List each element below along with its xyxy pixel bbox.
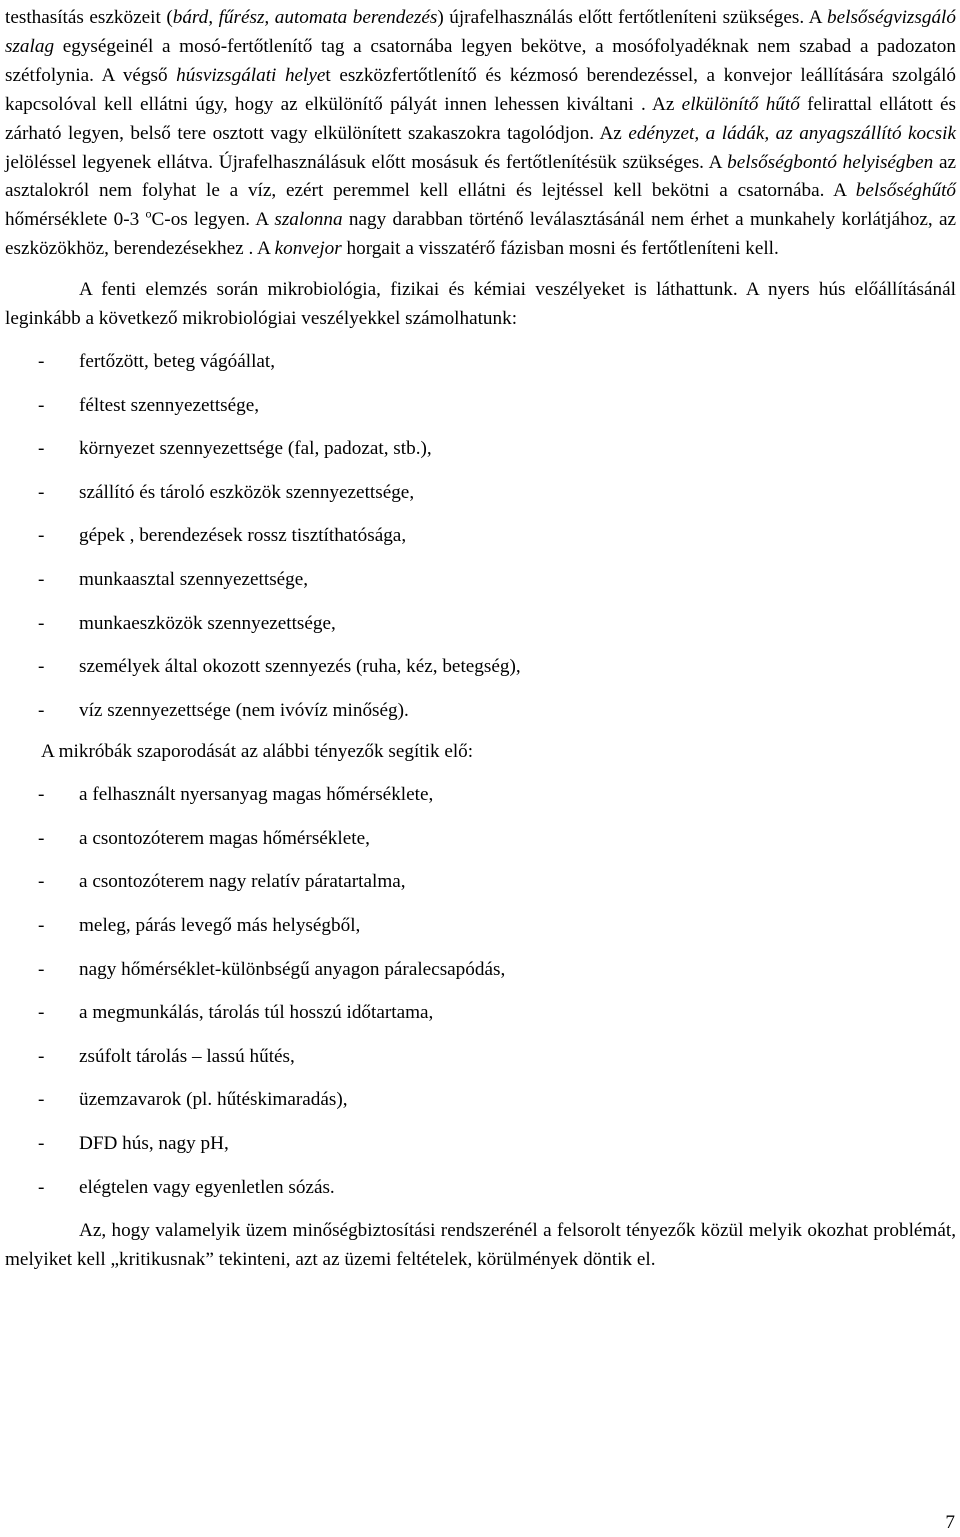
list-item <box>5 817 956 861</box>
list-dash-marker: - <box>38 350 45 372</box>
list-item <box>5 340 956 384</box>
list-dash-marker: - <box>38 394 45 416</box>
page-number: 7 <box>945 1512 955 1533</box>
list-dash-marker: - <box>38 481 45 503</box>
list-item <box>5 384 956 428</box>
list-dash-marker: - <box>38 958 45 980</box>
list-dash-marker: - <box>38 1045 45 1067</box>
list-item-text: a csontozóterem nagy relatív páratartalma, <box>79 871 406 893</box>
list-item <box>5 904 956 948</box>
list-growth-factors-intro: A mikróbák szaporodását az alábbi tényezők segítik elő: <box>41 741 474 763</box>
list-dash-marker: - <box>38 827 45 849</box>
list-item <box>5 948 956 992</box>
text-run: egységeinél a mosó-fertőtlenítő tag a csatornába legyen bekötve, a mosófolyadéknak nem szabad a padozaton szétfolynia. A végső <box>5 35 956 86</box>
list-item <box>5 689 956 733</box>
list-item-text: személyek által okozott szennyezés (ruha, kéz, betegség), <box>79 656 521 678</box>
list-item-text: fertőzött, beteg vágóállat, <box>79 350 276 372</box>
list-dash-marker: - <box>38 525 45 547</box>
list-dash-marker: - <box>38 784 45 806</box>
list-item <box>5 1035 956 1079</box>
list-item-text: zsúfolt tárolás – lassú hűtés, <box>79 1045 295 1067</box>
list-dash-marker: - <box>38 1176 45 1198</box>
paragraph-conclusion: Az, hogy valamelyik üzem minőségbiztosítási rendszerénél a felsorolt tényezők közül melyik okozhat problémát, melyiket kell „kritikusnak” tekinteni, azt az üzemi feltételek, körülmények döntik el. <box>5 1220 956 1271</box>
list-item <box>5 427 956 471</box>
list-item-text: elégtelen vagy egyenletlen sózás. <box>79 1176 335 1198</box>
text-run: hőmérséklete 0-3 <box>5 209 146 231</box>
list-item-text: üzemzavarok (pl. hűtéskimaradás), <box>79 1089 348 1111</box>
italic-term: belsőségbontó helyiségben <box>727 151 934 173</box>
text-run: az asztalokról nem folyhat le a víz, ezért peremmel kell ellátni és lejtéssel kell bekötni a csatornába. A <box>5 151 956 202</box>
text-run: horgait a visszatérő fázisban mosni és fertőtleníteni kell. <box>341 238 779 260</box>
paragraph-hazards-intro: A fenti elemzés során mikrobiológia, fizikai és kémiai veszélyeket is láthattunk. A nyers hús előállításánál leginkább a következő mikrobiológiai veszélyekkel számolhatunk: <box>5 279 956 330</box>
list-item-text: munkaeszközök szennyezettsége, <box>79 612 336 634</box>
italic-term: edényzet, a ládák, az anyagszállító kocsik <box>628 122 956 144</box>
list-item <box>5 860 956 904</box>
italic-term: belsőséghűtő <box>855 180 956 202</box>
text-run: testhasítás eszközeit ( <box>5 7 173 28</box>
italic-term: belsőségvizsgáló szalag <box>5 7 956 57</box>
list-item-text: a megmunkálás, tárolás túl hosszú időtartama, <box>79 1002 434 1024</box>
degree-superscript: o <box>145 206 152 221</box>
list-item-text: féltest szennyezettsége, <box>79 394 260 416</box>
italic-term: szalonna <box>274 209 343 231</box>
list-item-text: a felhasznált nyersanyag magas hőmérséklete, <box>79 784 434 806</box>
text-run: ) újrafelhasználás előtt fertőtleníteni szükséges. A <box>437 7 827 28</box>
list-item <box>5 602 956 646</box>
list-item-text: gépek , berendezések rossz tisztíthatósága, <box>79 525 407 547</box>
hazard-list <box>5 340 956 732</box>
list-item <box>5 1078 956 1122</box>
list-item-text: szállító és tároló eszközök szennyezettsége, <box>79 481 415 503</box>
text-run: nagy darabban történő leválasztásánál nem érhet a munkahely korlátjához, az eszközökhöz, berendezésekhez . A <box>5 209 956 260</box>
list-item <box>5 1166 956 1210</box>
list-item <box>5 991 956 1035</box>
list-item <box>5 773 956 817</box>
list-item <box>5 558 956 602</box>
list-item-text: nagy hőmérséklet-különbségű anyagon páralecsapódás, <box>79 958 506 980</box>
growth-factors-list <box>5 773 956 1209</box>
list-item-text: munkaasztal szennyezettsége, <box>79 568 309 590</box>
list-dash-marker: - <box>38 1002 45 1024</box>
text-run: t eszközfertőtlenítő és kézmosó berendezéssel, a konvejor leállítására szolgáló kapcsolóval kell ellátni úgy, hogy az elkülönítő pályát innen lehessen kiváltani . Az <box>5 64 956 115</box>
italic-term: bárd, fűrész, automata berendezés <box>172 7 438 28</box>
list-dash-marker: - <box>38 871 45 893</box>
list-dash-marker: - <box>38 612 45 634</box>
list-item <box>5 514 956 558</box>
italic-term: húsvizsgálati helye <box>176 64 326 86</box>
list-item <box>5 645 956 689</box>
list-item <box>5 1122 956 1166</box>
italic-term: elkülönítő hűtő <box>681 93 800 115</box>
list-dash-marker: - <box>38 656 45 678</box>
list-dash-marker: - <box>38 915 45 936</box>
list-item <box>5 471 956 515</box>
list-dash-marker: - <box>38 699 45 721</box>
italic-term: konvejor <box>274 238 342 260</box>
text-run: felirattal ellátott és zárható legyen, belső tere osztott vagy elkülönített szakaszokra tagolódjon. Az <box>5 93 956 144</box>
list-dash-marker: - <box>38 1132 45 1154</box>
text-run: C-os legyen. A <box>151 209 275 231</box>
list-dash-marker: - <box>38 438 45 460</box>
list-item-text: víz szennyezettsége (nem ivóvíz minőség). <box>79 699 409 721</box>
list-item-text: meleg, párás levegő más helységből, <box>79 915 361 936</box>
list-dash-marker: - <box>38 568 45 590</box>
list-item-text: környezet szennyezettsége (fal, padozat, stb.), <box>79 438 432 460</box>
list-dash-marker: - <box>38 1089 45 1111</box>
list-item-text: a csontozóterem magas hőmérséklete, <box>79 827 370 849</box>
paragraph-hygiene-requirements <box>5 4 956 264</box>
text-run: jelöléssel legyenek ellátva. Újrafelhasználásuk előtt mosásuk és fertőtlenítésük szükséges. A <box>5 151 728 173</box>
list-item-text: DFD hús, nagy pH, <box>79 1132 229 1154</box>
document-page <box>5 0 956 1275</box>
